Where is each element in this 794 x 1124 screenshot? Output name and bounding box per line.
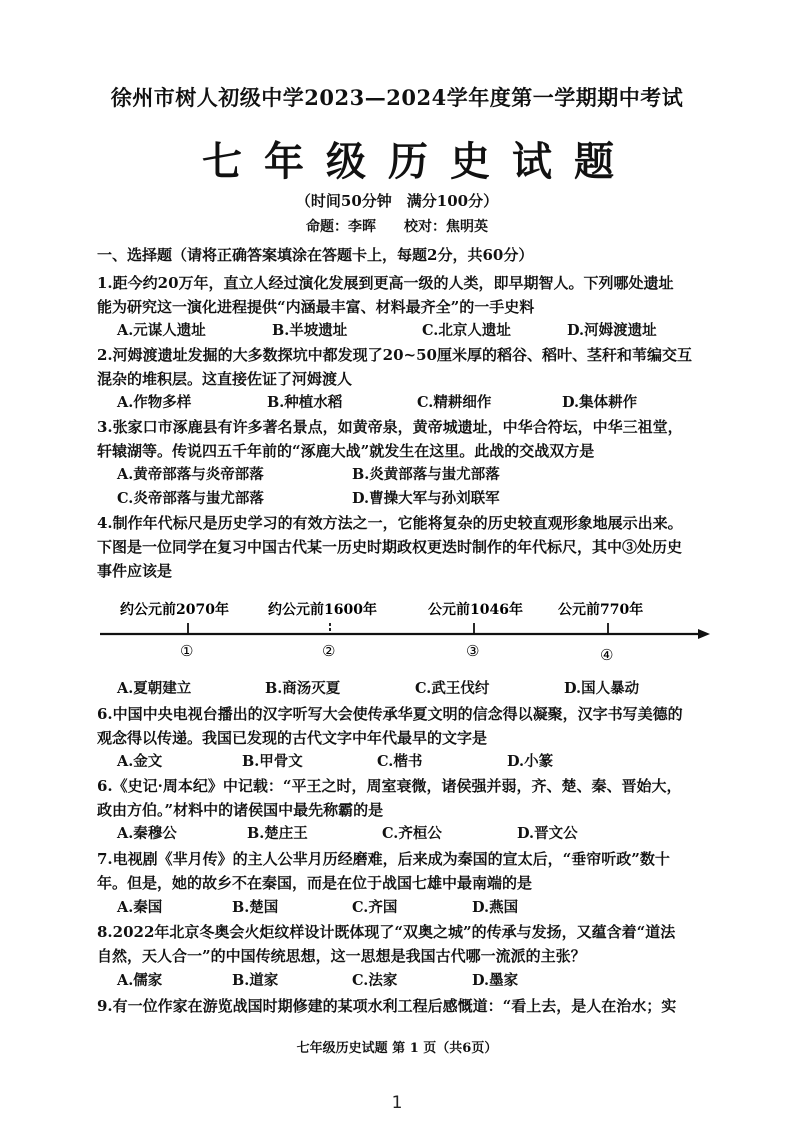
question-8-option-c: C.法家 <box>352 972 398 989</box>
question-2-line-2: 混杂的堆积层。这直接佐证了河姆渡人 <box>97 370 353 388</box>
question-2-option-a: A.作物多样 <box>117 394 192 411</box>
question-4-option-c: C.武王伐纣 <box>415 680 490 697</box>
page-title: 七年级历史试题 <box>202 138 636 185</box>
time-info: （时间50分钟 满分100分） <box>295 192 499 210</box>
question-3-option-b: B.炎黄部落与蚩尤部落 <box>352 466 500 483</box>
question-6-option-c: C.齐桓公 <box>382 825 442 842</box>
question-7-option-a: A.秦国 <box>117 899 163 916</box>
question-8-option-b: B.道家 <box>232 972 279 989</box>
timeline-marker-1: ① <box>180 642 194 660</box>
timeline-arrow-icon <box>698 629 710 639</box>
question-5-option-b: B.甲骨文 <box>242 753 303 770</box>
question-1-line-2: 能为研究这一演化进程提供“内涵最丰富、材料最齐全”的一手史料 <box>97 298 535 316</box>
question-6-option-d: D.晋文公 <box>517 825 578 842</box>
timeline-marker-4: ④ <box>600 646 614 664</box>
question-4-line-1: 4.制作年代标尺是历史学习的有效方法之一，它能将复杂的历史较直观形象地展示出来。 <box>97 514 683 532</box>
question-6-line-1: 6.《史记·周本纪》中记载：“平王之时，周室衰微，诸侯强并弱，齐、楚、秦、晋始大， <box>97 777 682 795</box>
page-footer: 七年级历史试题 第 1 页（共6页） <box>296 1041 498 1056</box>
question-8-option-d: D.墨家 <box>472 972 519 989</box>
timeline-marker-3: ③ <box>466 642 480 660</box>
question-5-option-a: A.金文 <box>117 753 163 770</box>
question-2-option-b: B.种植水稻 <box>267 394 343 411</box>
question-1-option-a: A.元谋人遗址 <box>117 322 206 339</box>
timeline-marker-2: ② <box>322 642 336 660</box>
timeline-figure <box>100 594 710 674</box>
timeline-label-1: 约公元前2070年 <box>120 602 229 618</box>
section-title: 一、选择题（请将正确答案填涂在答题卡上，每题2分，共60分） <box>97 246 534 264</box>
author-info: 命题：李晖 校对：焦明英 <box>306 219 488 235</box>
school-title: 徐州市树人初级中学2023—2024学年度第一学期期中考试 <box>110 85 684 110</box>
question-2-option-d: D.集体耕作 <box>562 394 638 411</box>
question-7-option-b: B.楚国 <box>232 899 279 916</box>
question-4-line-2: 下图是一位同学在复习中国古代某一历史时期政权更迭时制作的年代标尺，其中③处历史 <box>97 538 683 556</box>
page-number: 1 <box>391 1093 403 1113</box>
question-1-line-1: 1.距今约20万年，直立人经过演化发展到更高一级的人类，即早期智人。下列哪处遗址 <box>97 274 674 292</box>
question-4-option-a: A.夏朝建立 <box>117 680 192 697</box>
question-7-option-d: D.燕国 <box>472 899 519 916</box>
question-5-option-d: D.小篆 <box>507 753 554 770</box>
question-3-option-d: D.曹操大军与孙刘联军 <box>352 490 500 507</box>
question-7-option-c: C.齐国 <box>352 899 398 916</box>
question-3-option-c: C.炎帝部落与蚩尤部落 <box>117 490 264 507</box>
question-7-line-2: 年。但是，她的故乡不在秦国，而是在位于战国七雄中最南端的是 <box>97 874 533 892</box>
question-1-option-d: D.河姆渡遗址 <box>567 322 657 339</box>
question-3-option-a: A.黄帝部落与炎帝部落 <box>117 466 264 483</box>
question-6-option-a: A.秦穆公 <box>117 825 177 842</box>
question-6-option-b: B.楚庄王 <box>247 825 308 842</box>
question-1-option-b: B.半坡遗址 <box>272 322 348 339</box>
question-9-line-1: 9.有一位作家在游览战国时期修建的某项水利工程后感慨道：“看上去，是人在治水；实 <box>97 997 677 1015</box>
question-1-option-c: C.北京人遗址 <box>422 322 511 339</box>
question-5-option-c: C.楷书 <box>377 753 423 770</box>
question-2-line-1: 2.河姆渡遗址发掘的大多数探坑中都发现了20~50厘米厚的稻谷、稻叶、茎秆和苇编交互 <box>97 346 692 364</box>
question-2-option-c: C.精耕细作 <box>417 394 492 411</box>
question-8-line-2: 自然，天人合一”的中国传统思想，这一思想是我国古代哪一流派的主张？ <box>97 947 586 965</box>
question-3-line-2: 轩辕湖等。传说四五千年前的“涿鹿大战”就发生在这里。此战的交战双方是 <box>97 442 595 460</box>
question-5-line-1: 6.中国中央电视台播出的汉字听写大会使传承华夏文明的信念得以凝聚，汉字书写美德的 <box>97 705 683 723</box>
timeline-label-3: 公元前1046年 <box>428 602 523 618</box>
question-5-line-2: 观念得以传递。我国已发现的古代文字中年代最早的文字是 <box>97 729 488 747</box>
question-4-option-d: D.国人暴动 <box>564 680 640 697</box>
question-4-option-b: B.商汤灭夏 <box>265 680 341 697</box>
question-8-line-1: 8.2022年北京冬奥会火炬纹样设计既体现了“双奥之城”的传承与发扬，又蕴含着“道法 <box>97 923 676 941</box>
question-3-line-1: 3.张家口市涿鹿县有许多著名景点，如黄帝泉，黄帝城遗址，中华合符坛，中华三祖堂， <box>97 418 683 436</box>
timeline-label-4: 公元前770年 <box>558 602 644 618</box>
question-8-option-a: A.儒家 <box>117 972 163 989</box>
question-6-line-2: 政由方伯。”材料中的诸侯国中最先称霸的是 <box>97 801 384 819</box>
timeline-label-2: 约公元前1600年 <box>268 602 377 618</box>
question-4-line-3: 事件应该是 <box>97 562 173 580</box>
question-7-line-1: 7.电视剧《芈月传》的主人公芈月历经磨难，后来成为秦国的宣太后，“垂帘听政”数十 <box>97 850 670 868</box>
